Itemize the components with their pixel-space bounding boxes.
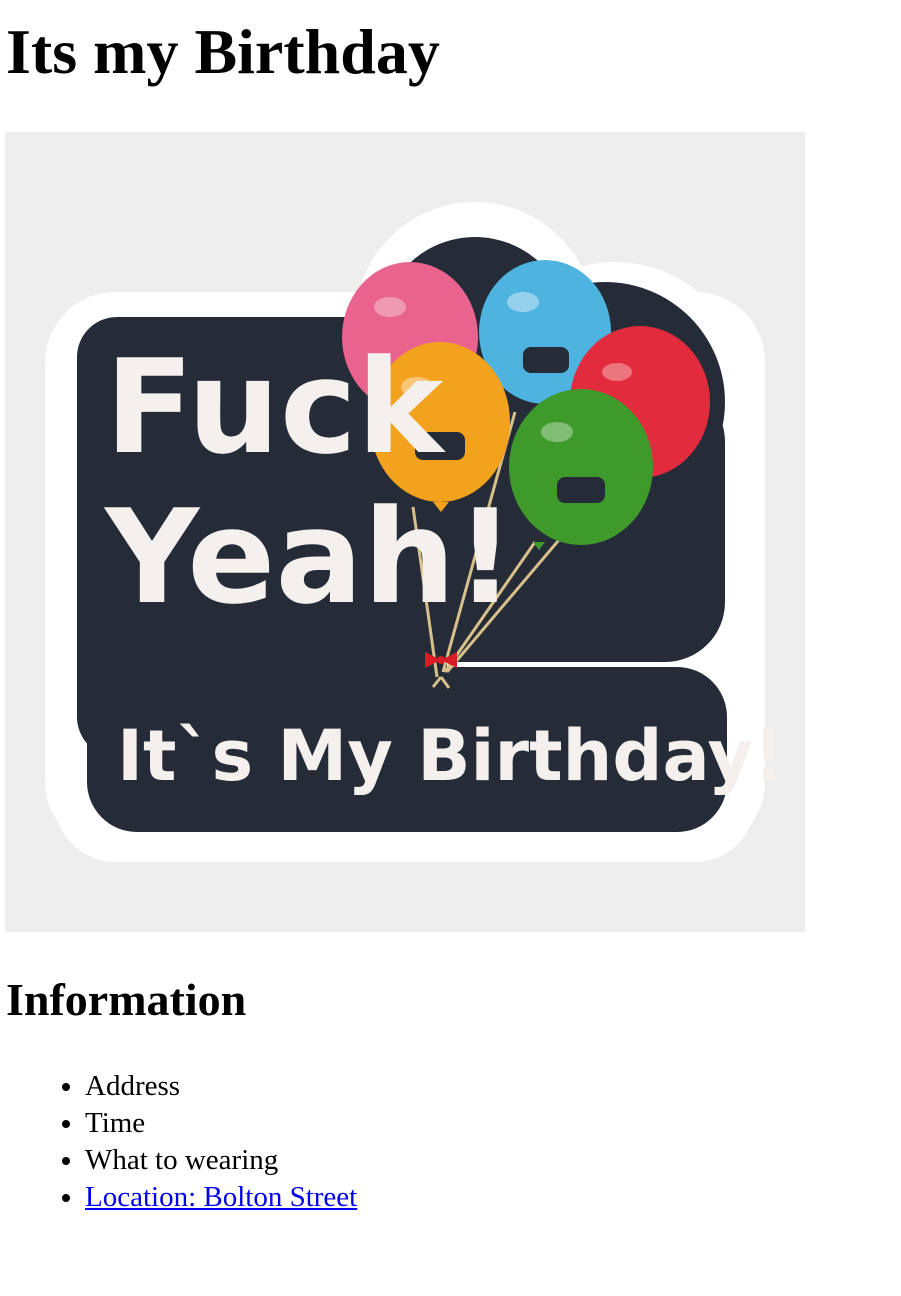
information-list <box>45 1068 357 1216</box>
list-item-address <box>85 1068 357 1105</box>
birthday-sticker-image <box>5 132 805 932</box>
list-item-dress-code <box>85 1142 357 1179</box>
list-item-location <box>85 1179 357 1216</box>
sticker-line-3: It`s My Birthday! <box>117 715 786 797</box>
time-label: Time <box>85 1107 146 1139</box>
sticker-line-1: Fuck <box>105 331 444 483</box>
address-label: Address <box>85 1070 181 1102</box>
dress-code-label: What to wearing <box>85 1144 279 1176</box>
information-heading: Information <box>6 974 247 1025</box>
list-item-time <box>85 1105 357 1142</box>
page-title: Its my Birthday <box>6 16 440 87</box>
sticker-line-2: Yeah! <box>105 481 515 633</box>
location-link[interactable]: Location: Bolton Street <box>85 1181 358 1213</box>
birthday-sticker-svg <box>5 132 805 932</box>
